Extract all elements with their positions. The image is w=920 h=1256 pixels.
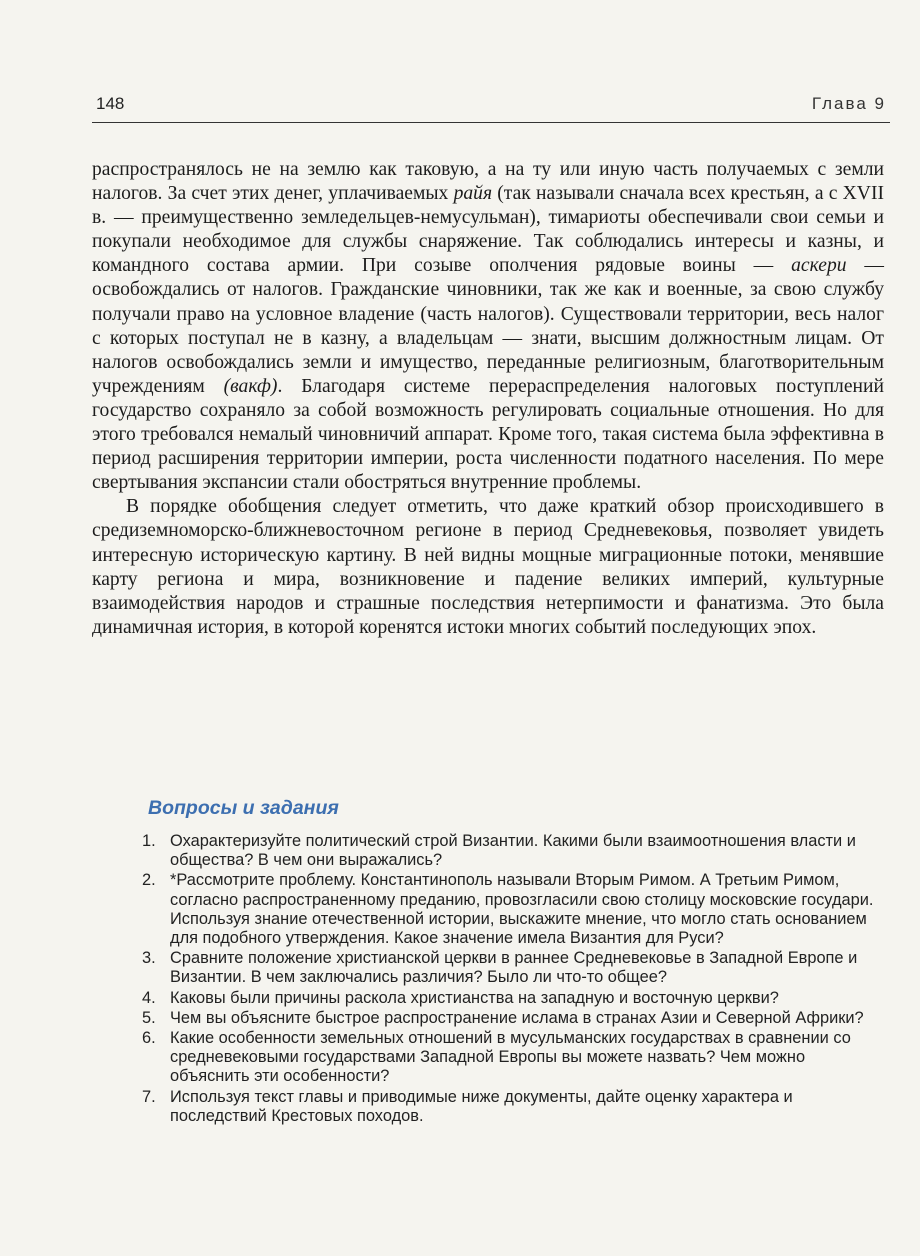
item-number: 2. — [142, 871, 156, 890]
running-header — [92, 92, 890, 123]
list-item — [140, 1009, 882, 1028]
item-text: Охарактеризуйте политический строй Византии. Какими были взаимоотношения власти и общества? В чем они выражались? — [170, 832, 856, 870]
item-text: Сравните положение христианской церкви в раннее Средневековье в Западной Европе и Византии. В чем заключались различия? Было ли что-то общее? — [170, 949, 858, 987]
page-number: 148 — [96, 94, 125, 113]
term-askeri: аскери — [791, 255, 847, 277]
item-text: Каковы были причины раскола христианства на западную и восточную церкви? — [170, 988, 779, 1007]
list-item — [140, 949, 882, 987]
item-text: Чем вы объясните быстрое распространение ислама в странах Азии и Северной Африки? — [170, 1008, 864, 1027]
list-item — [140, 1088, 882, 1126]
item-number: 7. — [142, 1087, 156, 1106]
item-number: 5. — [142, 1008, 156, 1027]
questions-list — [140, 832, 882, 1127]
term-vakf: (вакф) — [223, 375, 278, 397]
item-text: *Рассмотрите проблему. Константинополь называли Вторым Римом. А Третьим Римом, согласно распространенному преданию, провозгласили свою столицу московские государи. Используя знание отечественной истории, выскажите мнение, что могло стать основанием для подобного утверждения. Какое значение имела Византия для Руси? — [170, 871, 874, 948]
item-number: 1. — [142, 832, 156, 850]
list-item — [140, 871, 882, 948]
item-text: Какие особенности земельных отношений в мусульманских государствах в сравнении со средневековыми государствами Западной Европы вы можете назвать? Чем можно объяснить эти особенности? — [170, 1029, 851, 1086]
item-number: 4. — [142, 988, 156, 1007]
main-text — [92, 158, 884, 640]
chapter-title: Глава 9 — [811, 94, 886, 113]
item-number: 6. — [142, 1029, 156, 1048]
list-item — [140, 989, 882, 1008]
questions-heading: Вопросы и задания — [148, 797, 339, 819]
paragraph: распространялось не на землю как таковую, а на ту или иную часть получаемых с земли налогов. За счет этих денег, уплачиваемых райя (так называли сначала всех крестьян, а с XVII в. — преимущественно земледельцев-немусульман), тимариоты обеспечивали свои семьи и покупали необходимое для службы снаряжение. Так соблюдались интересы и казны, и командного состава армии. При созыве ополчения рядовые воины — аскери — освобождались от налогов. Гражданские чиновники, так же как и военные, за свою службу получали право на условное владение (часть налогов). Существовали территории, весь налог с которых поступал не в казну, а владельцам — знати, высшим должностным лицам. От налогов освобождались земли и имущество, переданные религиозным, благотворительным учреждениям (вакф). Благодаря системе перераспределения налоговых поступлений государство сохраняло за собой возможность регулировать социальные отношения. Но для этого требовался немалый чиновничий аппарат. Кроме того, такая система была эффективна в период расширения территории империи, роста численности податного населения. По мере свертывания экспансии стали обостряться внутренние проблемы. — [92, 159, 884, 494]
list-item — [140, 1029, 882, 1087]
paragraph: В порядке обобщения следует отметить, что даже краткий обзор происходившего в средиземноморско-ближневосточном регионе в период Средневековья, позволяет увидеть интересную историческую картину. В ней видны мощные миграционные потоки, менявшие карту региона и мира, возникновение и падение великих империй, культурные взаимодействия народов и страшные последствия нетерпимости и фанатизма. Это была динамичная история, в которой коренятся истоки многих событий последующих эпох. — [92, 496, 884, 638]
item-number: 3. — [142, 949, 156, 968]
term-raya: райя — [453, 183, 493, 205]
list-item — [140, 832, 882, 870]
item-text: Используя текст главы и приводимые ниже документы, дайте оценку характера и последствий Крестовых походов. — [170, 1087, 793, 1125]
